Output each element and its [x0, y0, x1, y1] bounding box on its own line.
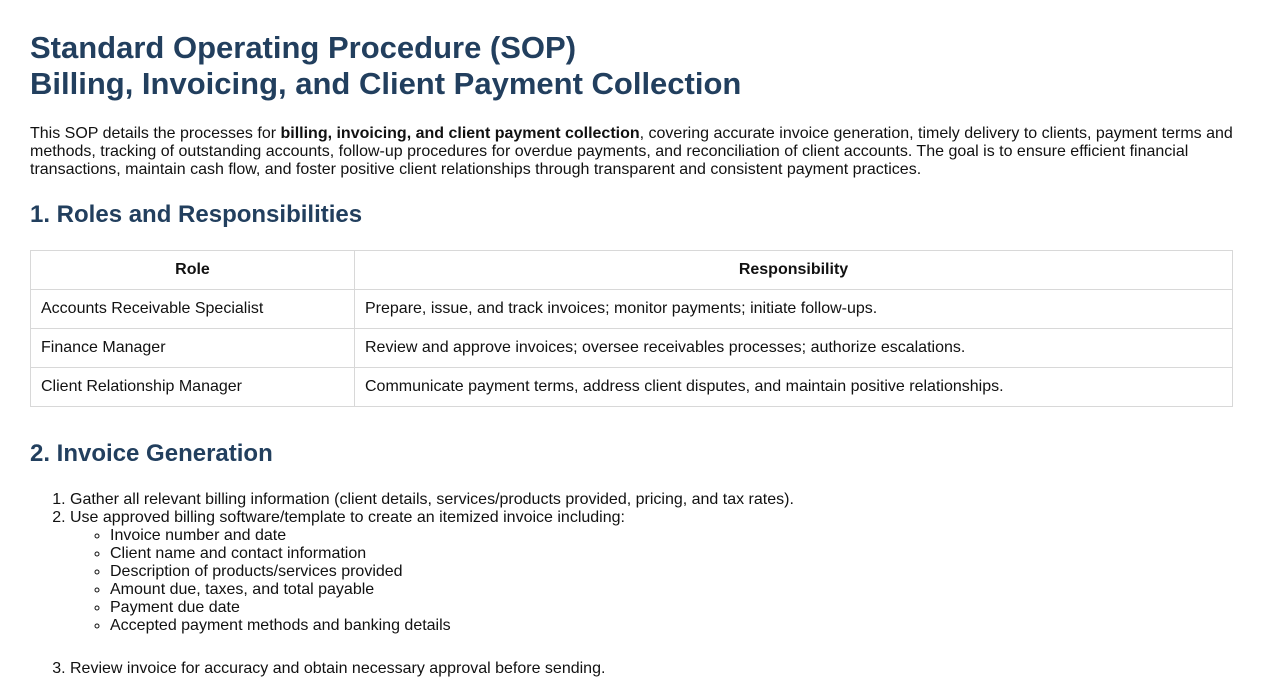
step-text: Gather all relevant billing information (client details, services/products provided, pricing, and tax rates). — [70, 491, 794, 508]
list-item — [70, 660, 1233, 678]
roles-table — [30, 250, 1233, 407]
list-item — [70, 509, 1233, 635]
intro-text-start: This SOP details the processes for — [30, 125, 281, 142]
column-header-responsibility: Responsibility — [355, 251, 1233, 290]
intro-text-end: , covering accurate invoice generation, timely delivery to clients, payment terms and methods, tracking of outstanding accounts, follow-up procedures for overdue payments, and reconciliation of client accounts. The goal is to ensure efficient financial transactions, maintain cash flow, and foster positive client relationships through transparent and consistent payment practices. — [30, 125, 1233, 178]
list-item: ◦ Amount due, taxes, and total payable — [110, 581, 1233, 599]
responsibility-cell: Review and approve invoices; oversee receivables processes; authorize escalations. — [355, 329, 1233, 368]
intro-bold-text: billing, invoicing, and client payment collection — [280, 125, 640, 142]
list-item: ◦ Invoice number and date — [110, 527, 1233, 545]
responsibility-cell: Communicate payment terms, address client disputes, and maintain positive relationships. — [355, 368, 1233, 407]
invoice-contents-list — [70, 527, 1233, 635]
title-line-1: Standard Operating Procedure (SOP) — [30, 30, 577, 65]
table-row — [31, 329, 1233, 368]
role-cell: Finance Manager — [31, 329, 355, 368]
role-cell: Client Relationship Manager — [31, 368, 355, 407]
list-item — [70, 491, 1233, 509]
step-text: Use approved billing software/template to create an itemized invoice including: — [70, 509, 625, 526]
responsibility-cell: Prepare, issue, and track invoices; monitor payments; initiate follow-ups. — [355, 290, 1233, 329]
invoice-steps-list — [30, 491, 1233, 678]
list-item: ◦ Description of products/services provided — [110, 563, 1233, 581]
table-row — [31, 290, 1233, 329]
list-item: ◦ Accepted payment methods and banking details — [110, 617, 1233, 635]
table-row — [31, 368, 1233, 407]
section-heading-invoice-generation: 2. Invoice Generation — [30, 440, 273, 467]
list-item: ◦ Client name and contact information — [110, 545, 1233, 563]
section-heading-roles: 1. Roles and Responsibilities — [30, 201, 363, 228]
title-line-2: Billing, Invoicing, and Client Payment Collection — [30, 66, 742, 101]
list-item: ◦ Payment due date — [110, 599, 1233, 617]
page-title — [30, 30, 1233, 102]
step-text: Review invoice for accuracy and obtain necessary approval before sending. — [70, 660, 606, 677]
column-header-role: Role — [31, 251, 355, 290]
table-header-row — [31, 251, 1233, 290]
intro-paragraph — [30, 125, 1235, 179]
role-cell: Accounts Receivable Specialist — [31, 290, 355, 329]
